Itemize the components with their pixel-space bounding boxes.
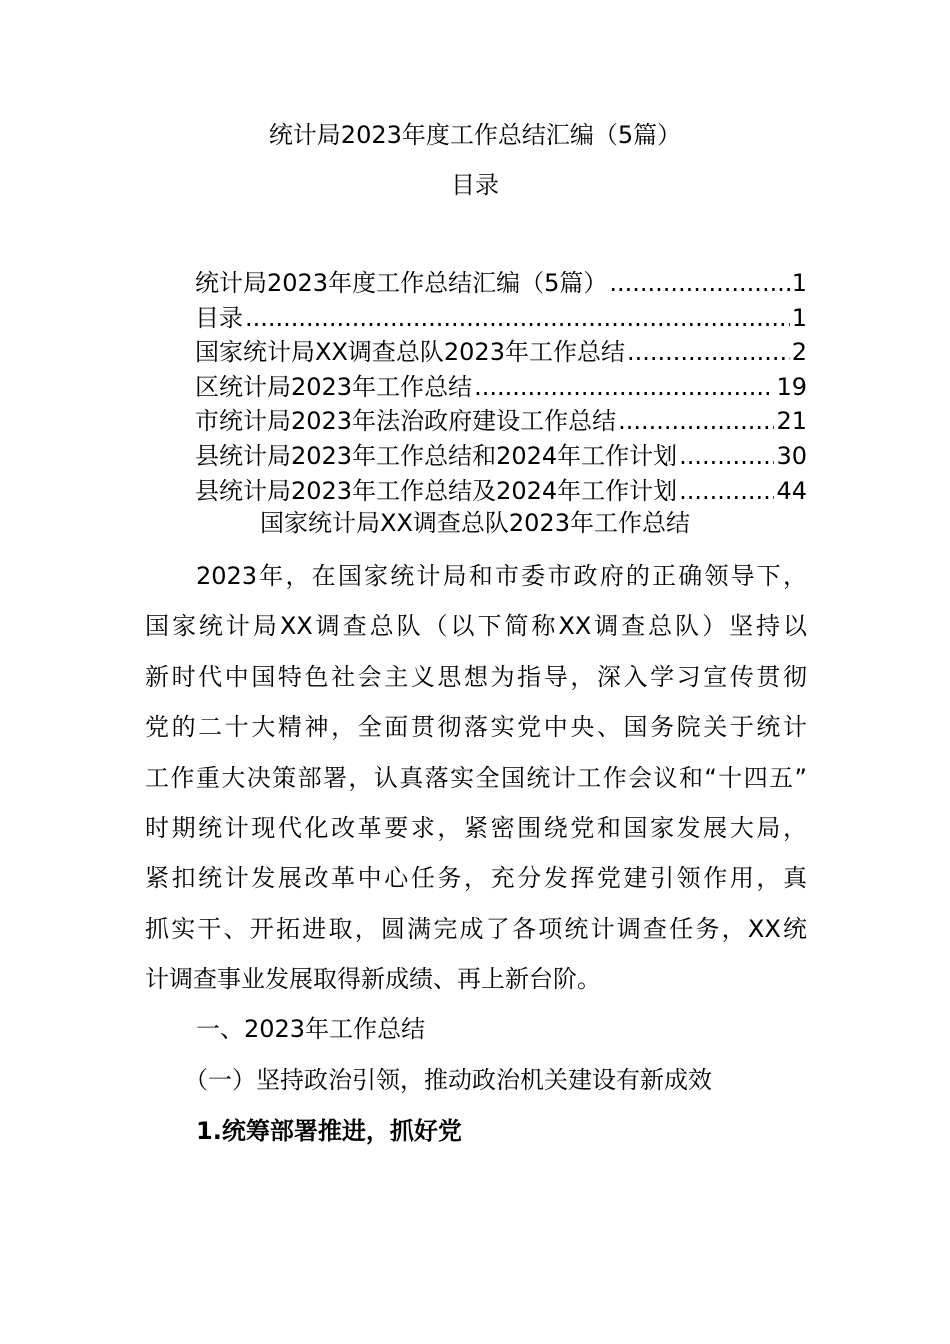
toc-entry-page: 19 [776,372,807,401]
toc-entry-page: 1 [791,269,807,297]
toc-entry-page: 1 [791,303,807,332]
toc-entry[interactable] [195,335,807,370]
toc-leader [245,301,790,336]
toc-leader [679,439,774,474]
toc-entry[interactable] [195,474,807,509]
toc-entry[interactable] [195,370,807,405]
toc-entry-page: 44 [776,476,807,505]
paragraph-line: 新时代中国特色社会主义思想为指导，深入学习宣传贯彻 [145,662,807,691]
section-title: 国家统计局XX调查总队2023年工作总结 [260,509,690,537]
toc-leader [679,474,774,509]
toc-entry-label: 统计局2023年度工作总结汇编（5篇） [195,269,608,297]
toc-entry[interactable] [195,266,807,301]
toc-entry-label: 目录 [195,303,243,332]
toc-entry-page: 30 [776,441,807,470]
toc-entry[interactable] [195,404,807,439]
toc-entry-label: 区统计局2023年工作总结 [195,372,473,401]
paragraph-line: 紧扣统计发展改革中心任务，充分发挥党建引领作用，真 [145,864,807,893]
toc-entry-page: 2 [791,338,807,367]
toc-leader [609,266,789,301]
table-of-contents [195,266,807,508]
paragraph-line: 计调查事业发展取得新成绩、再上新台阶。 [145,965,601,994]
toc-entry-label: 市统计局2023年法治政府建设工作总结 [195,407,617,436]
heading-level-1: 一、2023年工作总结 [196,1015,426,1043]
paragraph-line: 国家统计局XX调查总队（以下简称XX调查总队）坚持以 [145,612,807,641]
document-title: 统计局2023年度工作总结汇编（5篇） [268,121,682,149]
toc-entry[interactable] [195,301,807,336]
paragraph-line: 抓实干、开拓进取，圆满完成了各项统计调查任务，XX统 [145,914,807,943]
body-paragraph [145,558,807,1012]
toc-leader [474,370,774,405]
toc-leader [627,335,790,370]
paragraph-line: 时期统计现代化改革要求，紧密围绕党和国家发展大局， [145,813,807,842]
toc-entry-label: 县统计局2023年工作总结及2024年工作计划 [195,476,678,505]
paragraph-line: 党的二十大精神，全面贯彻落实党中央、国务院关于统计 [145,713,807,742]
toc-entry-label: 国家统计局XX调查总队2023年工作总结 [195,338,625,367]
paragraph-line: 2023年，在国家统计局和市委市政府的正确领导下， [196,562,807,590]
heading-level-3: 1.统筹部署推进，抓好党 [196,1117,462,1145]
toc-leader [618,404,774,439]
toc-entry-page: 21 [776,407,807,436]
paragraph-line: 工作重大决策部署，认真落实全国统计工作会议和“十四五” [145,763,807,792]
toc-entry-label: 县统计局2023年工作总结和2024年工作计划 [195,441,678,470]
toc-entry[interactable] [195,439,807,474]
heading-level-2: （一）坚持政治引领，推动政治机关建设有新成效 [184,1066,712,1094]
toc-heading: 目录 [451,171,499,199]
